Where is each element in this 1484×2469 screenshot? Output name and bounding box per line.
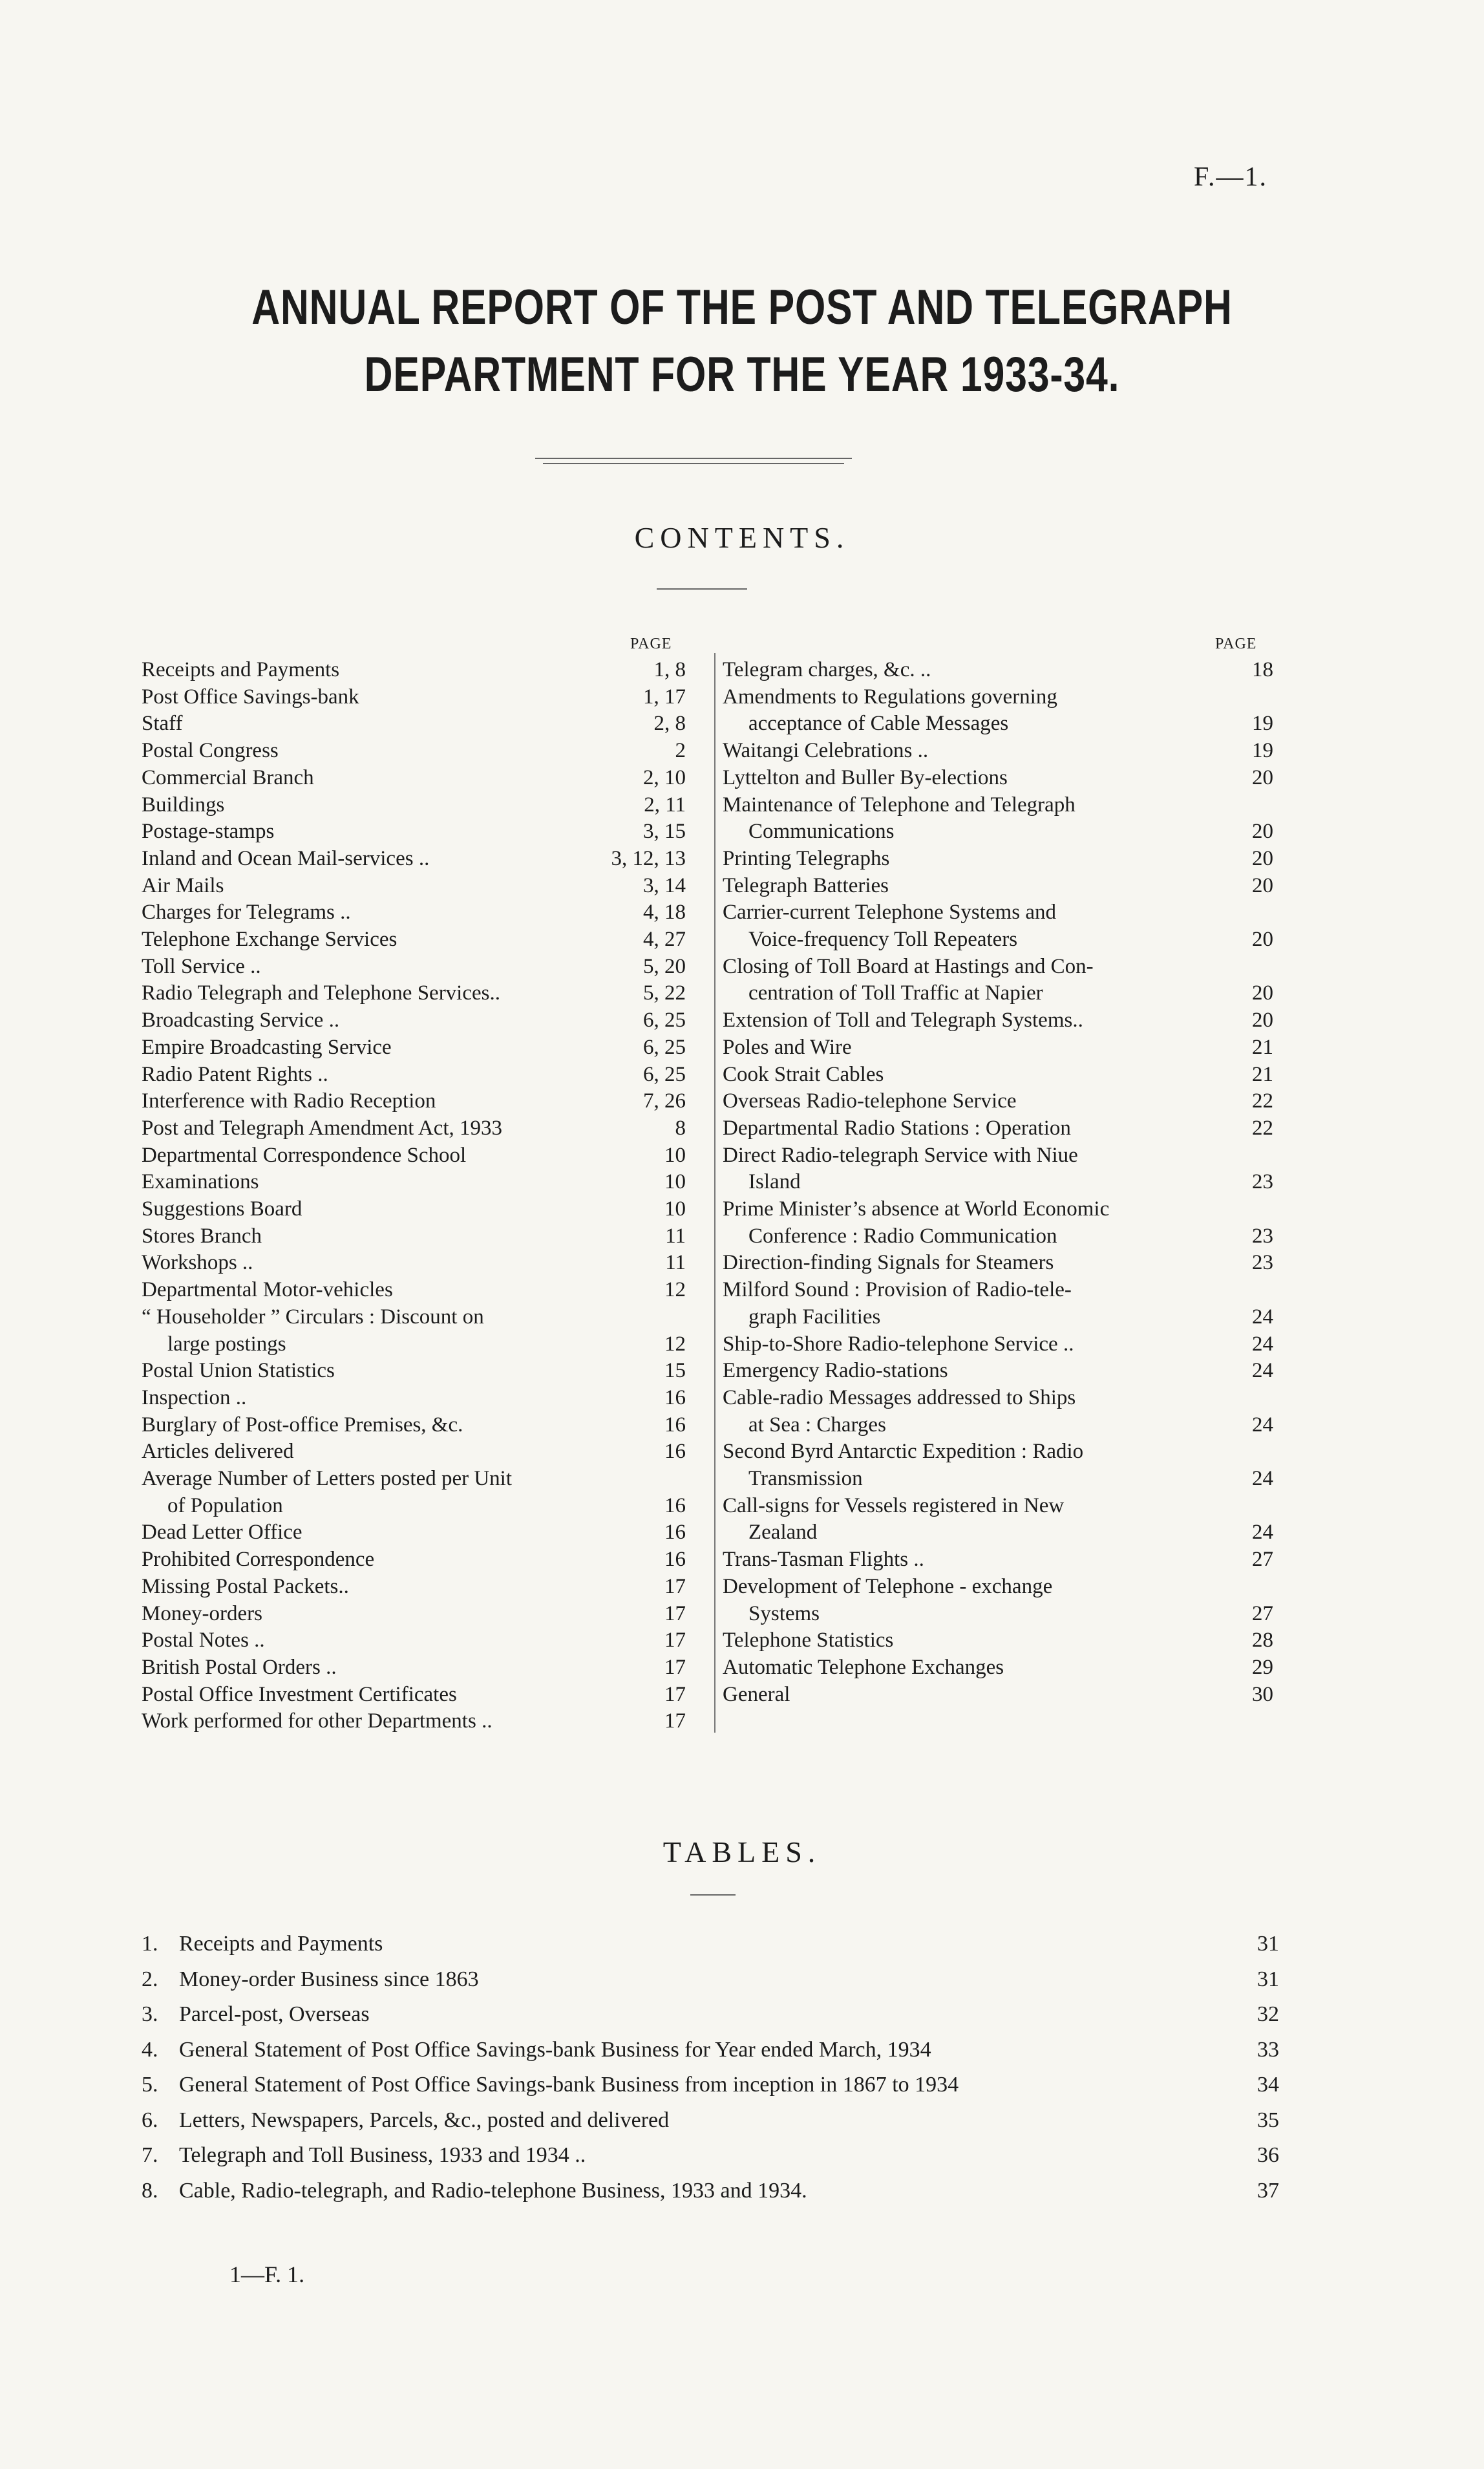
- contents-entry-page: 21: [1252, 1062, 1273, 1086]
- contents-entry: [723, 1168, 1273, 1195]
- contents-heading-rule: [657, 588, 747, 590]
- contents-entry-label: Staff: [142, 712, 183, 736]
- contents-entry: [723, 791, 1273, 818]
- report-title-line-1: ANNUAL REPORT OF THE POST AND TELEGRAPH: [251, 280, 1233, 335]
- contents-entry-label: Maintenance of Telephone and Telegraph: [723, 793, 1076, 817]
- contents-entry-page: 8: [675, 1116, 686, 1140]
- contents-entry-page: 10: [664, 1143, 686, 1167]
- contents-entry-label: at Sea : Charges: [748, 1413, 886, 1437]
- contents-entry-label: Inspection ..: [142, 1385, 247, 1409]
- contents-entry: [723, 1492, 1273, 1519]
- contents-entry-label: Departmental Motor-vehicles: [142, 1278, 393, 1302]
- contents-entry: [142, 1168, 686, 1195]
- contents-entry-label: Air Mails: [142, 873, 224, 897]
- contents-entry: [142, 1249, 686, 1276]
- left-page-column-label: PAGE: [630, 636, 672, 652]
- table-title: Cable, Radio-telegraph, and Radio-telephone Business, 1933 and 1934.: [179, 2178, 807, 2203]
- contents-entry: [142, 1492, 686, 1519]
- table-list-item: [142, 1927, 1279, 1961]
- contents-entry: [142, 710, 686, 737]
- contents-entry: [142, 1357, 686, 1384]
- contents-entry-label: Communications: [748, 820, 895, 844]
- contents-entry-label: Interference with Radio Reception: [142, 1089, 436, 1113]
- contents-entry: [723, 979, 1273, 1007]
- table-list-item: [142, 2068, 1279, 2102]
- contents-entry-page: 20: [1252, 981, 1273, 1005]
- contents-entry-page: 28: [1252, 1629, 1273, 1652]
- table-title: Telegraph and Toll Business, 1933 and 1934 ..: [179, 2143, 586, 2167]
- contents-left-column: [142, 656, 686, 1742]
- contents-entry: [723, 926, 1273, 953]
- contents-entry: [142, 926, 686, 953]
- contents-entry-page: 16: [664, 1548, 686, 1572]
- contents-entry: [142, 1142, 686, 1169]
- contents-entry-label: Development of Telephone - exchange: [723, 1574, 1053, 1598]
- contents-entry: [142, 683, 686, 711]
- contents-entry-label: Radio Telegraph and Telephone Services..: [142, 981, 500, 1005]
- contents-entry-label: Burglary of Post-office Premises, &c.: [142, 1413, 463, 1437]
- table-title: Receipts and Payments: [179, 1932, 383, 1956]
- contents-entry: [142, 1411, 686, 1438]
- contents-entry-label: Post Office Savings-bank: [142, 685, 359, 709]
- table-title: Money-order Business since 1863: [179, 1967, 479, 1991]
- contents-entry-label: Lyttelton and Buller By-elections: [723, 765, 1008, 789]
- contents-entry-label: Workshops ..: [142, 1251, 253, 1275]
- contents-entry: [723, 1331, 1273, 1358]
- contents-entry-label: Missing Postal Packets..: [142, 1574, 349, 1598]
- table-page: 35: [1257, 2108, 1279, 2132]
- table-number: 1.: [142, 1932, 158, 1956]
- contents-entry-label: Dead Letter Office: [142, 1521, 302, 1544]
- table-page: 36: [1257, 2143, 1279, 2167]
- page-footer-signature: 1—F. 1.: [229, 2261, 305, 2287]
- contents-entry-label: Work performed for other Departments ..: [142, 1709, 493, 1733]
- contents-entry-page: 27: [1252, 1601, 1273, 1625]
- table-list-item: [142, 2138, 1279, 2173]
- table-page: 34: [1257, 2073, 1279, 2097]
- contents-entry-label: Telephone Statistics: [723, 1629, 894, 1652]
- contents-entry: [142, 818, 686, 845]
- contents-entry-label: British Postal Orders ..: [142, 1655, 337, 1679]
- contents-entry-label: Telegram charges, &c. ..: [723, 658, 931, 681]
- contents-entry-page: 2, 10: [643, 765, 686, 789]
- contents-entry-page: 19: [1252, 739, 1273, 763]
- contents-entry: [142, 737, 686, 764]
- contents-entry-page: 4, 18: [643, 901, 686, 925]
- contents-entry: [142, 1546, 686, 1573]
- table-list-item: [142, 2103, 1279, 2138]
- contents-entry: [723, 764, 1273, 791]
- contents-entry: [142, 1519, 686, 1546]
- contents-entry: [723, 1438, 1273, 1465]
- title-divider-rule: [535, 458, 852, 459]
- contents-entry-page: 22: [1252, 1116, 1273, 1140]
- contents-entry: [723, 1223, 1273, 1250]
- table-title: Parcel-post, Overseas: [179, 2002, 370, 2026]
- contents-entry: [142, 764, 686, 791]
- tables-heading: TABLES.: [662, 1835, 822, 1868]
- title-divider-rule: [543, 463, 844, 464]
- contents-entry-page: 2, 8: [653, 712, 686, 736]
- contents-entry-label: Telegraph Batteries: [723, 873, 889, 897]
- contents-entry-page: 17: [664, 1709, 686, 1733]
- contents-entry-label: Second Byrd Antarctic Expedition : Radio: [723, 1440, 1084, 1464]
- contents-entry: [723, 1142, 1273, 1169]
- contents-entry: [723, 818, 1273, 845]
- contents-entry: [723, 1007, 1273, 1034]
- contents-entry-page: 6, 25: [643, 1009, 686, 1032]
- contents-entry-label: “ Householder ” Circulars : Discount on: [142, 1305, 484, 1329]
- contents-entry: [142, 1276, 686, 1303]
- contents-entry: [723, 1034, 1273, 1061]
- contents-entry-page: 24: [1252, 1359, 1273, 1383]
- table-number: 2.: [142, 1967, 158, 1991]
- contents-entry: [142, 845, 686, 872]
- contents-entry-page: 24: [1252, 1305, 1273, 1329]
- contents-entry-page: 16: [664, 1385, 686, 1409]
- contents-entry: [723, 1519, 1273, 1546]
- table-number: 7.: [142, 2143, 158, 2167]
- table-number: 8.: [142, 2178, 158, 2203]
- contents-entry-page: 6, 25: [643, 1062, 686, 1086]
- contents-entry: [142, 1465, 686, 1492]
- contents-entry-label: Prime Minister’s absence at World Economic: [723, 1197, 1110, 1221]
- contents-entry: [723, 1681, 1273, 1708]
- contents-entry: [142, 1438, 686, 1465]
- contents-entry-page: 2: [675, 739, 686, 763]
- contents-entry-label: Examinations: [142, 1170, 259, 1194]
- table-page: 33: [1257, 2037, 1279, 2062]
- contents-entry-label: Postal Union Statistics: [142, 1359, 335, 1383]
- right-page-column-label: PAGE: [1215, 636, 1257, 652]
- contents-entry-label: Broadcasting Service ..: [142, 1009, 340, 1032]
- table-title: General Statement of Post Office Savings-bank Business for Year ended March, 1934: [179, 2037, 931, 2062]
- contents-entry: [142, 953, 686, 980]
- contents-entry-page: 16: [664, 1413, 686, 1437]
- contents-entry-page: 20: [1252, 765, 1273, 789]
- contents-entry-page: 2, 11: [644, 793, 686, 817]
- contents-entry: [142, 1034, 686, 1061]
- contents-entry: [723, 1115, 1273, 1142]
- contents-entry-page: 24: [1252, 1467, 1273, 1490]
- contents-entry-label: Extension of Toll and Telegraph Systems..: [723, 1009, 1083, 1032]
- table-number: 6.: [142, 2108, 158, 2132]
- contents-entry: [142, 1061, 686, 1088]
- table-list-item: [142, 2033, 1279, 2068]
- contents-entry: [723, 1195, 1273, 1223]
- contents-entry-page: 3, 14: [643, 873, 686, 897]
- contents-entry: [723, 1061, 1273, 1088]
- contents-entry-label: Empire Broadcasting Service: [142, 1035, 392, 1059]
- contents-entry-label: Cook Strait Cables: [723, 1062, 884, 1086]
- contents-entry-label: Commercial Branch: [142, 765, 314, 789]
- contents-entry-label: Suggestions Board: [142, 1197, 302, 1221]
- contents-entry-label: Overseas Radio-telephone Service: [723, 1089, 1017, 1113]
- table-number: 5.: [142, 2073, 158, 2097]
- contents-entry-label: Systems: [748, 1601, 820, 1625]
- contents-entry-page: 20: [1252, 873, 1273, 897]
- contents-entry-page: 10: [664, 1197, 686, 1221]
- contents-entry-page: 23: [1252, 1251, 1273, 1275]
- contents-entry: [142, 1331, 686, 1358]
- table-list-item: [142, 2174, 1279, 2208]
- table-page: 31: [1257, 1967, 1279, 1991]
- contents-entry-label: Voice-frequency Toll Repeaters: [748, 928, 1018, 951]
- contents-entry-page: 23: [1252, 1170, 1273, 1194]
- contents-entry-page: 10: [664, 1170, 686, 1194]
- contents-entry: [723, 656, 1273, 683]
- contents-entry: [723, 1276, 1273, 1303]
- contents-entry-label: Trans-Tasman Flights ..: [723, 1548, 924, 1572]
- contents-entry: [142, 1627, 686, 1654]
- contents-entry: [723, 737, 1273, 764]
- contents-entry-label: Milford Sound : Provision of Radio-tele-: [723, 1278, 1072, 1302]
- contents-entry-page: 4, 27: [643, 928, 686, 951]
- contents-entry-page: 16: [664, 1440, 686, 1464]
- contents-entry-label: General: [723, 1682, 790, 1706]
- contents-entry-label: Money-orders: [142, 1601, 262, 1625]
- contents-entry-label: Transmission: [748, 1467, 863, 1490]
- table-number: 4.: [142, 2037, 158, 2062]
- contents-entry-page: 6, 25: [643, 1035, 686, 1059]
- contents-entry: [142, 1303, 686, 1331]
- contents-entry-label: Printing Telegraphs: [723, 846, 890, 870]
- contents-entry-page: 1, 17: [643, 685, 686, 709]
- column-divider: [714, 653, 716, 1733]
- contents-entry-page: 15: [664, 1359, 686, 1383]
- contents-entry-page: 24: [1252, 1521, 1273, 1544]
- contents-entry: [142, 791, 686, 818]
- contents-entry: [723, 1465, 1273, 1492]
- contents-entry: [142, 1087, 686, 1115]
- contents-entry-page: 23: [1252, 1224, 1273, 1248]
- contents-entry-label: Charges for Telegrams ..: [142, 901, 351, 925]
- contents-entry: [723, 1249, 1273, 1276]
- contents-entry: [723, 1357, 1273, 1384]
- contents-entry-label: Emergency Radio-stations: [723, 1359, 948, 1383]
- contents-entry-page: 11: [665, 1251, 686, 1275]
- contents-entry-page: 18: [1252, 658, 1273, 681]
- document-reference: F.—1.: [1194, 162, 1267, 192]
- contents-entry: [723, 1627, 1273, 1654]
- contents-entry-page: 16: [664, 1493, 686, 1517]
- contents-entry-page: 20: [1252, 820, 1273, 844]
- contents-entry-page: 17: [664, 1655, 686, 1679]
- contents-entry-page: 17: [664, 1601, 686, 1625]
- contents-entry-label: Ship-to-Shore Radio-telephone Service ..: [723, 1332, 1074, 1356]
- contents-entry-label: Departmental Radio Stations : Operation: [723, 1116, 1071, 1140]
- tables-heading-rule: [690, 1894, 736, 1896]
- contents-right-column: [723, 656, 1273, 1742]
- contents-entry-label: Closing of Toll Board at Hastings and Con-: [723, 954, 1094, 978]
- contents-entry-label: Poles and Wire: [723, 1035, 852, 1059]
- contents-entry-label: Conference : Radio Communication: [748, 1224, 1057, 1248]
- report-title-line-2: DEPARTMENT FOR THE YEAR 1933-34.: [364, 347, 1120, 402]
- contents-entry: [723, 710, 1273, 737]
- contents-heading: CONTENTS.: [634, 521, 850, 554]
- contents-entry: [142, 656, 686, 683]
- contents-entry-label: Telephone Exchange Services: [142, 928, 398, 951]
- contents-entry-label: Waitangi Celebrations ..: [723, 739, 929, 763]
- contents-entry-label: Radio Patent Rights ..: [142, 1062, 328, 1086]
- contents-entry: [723, 953, 1273, 980]
- contents-entry-label: Call-signs for Vessels registered in New: [723, 1493, 1065, 1517]
- contents-entry-label: Postal Office Investment Certificates: [142, 1682, 457, 1706]
- contents-entry: [723, 899, 1273, 926]
- contents-entry-page: 21: [1252, 1035, 1273, 1059]
- contents-entry: [723, 1411, 1273, 1438]
- contents-entry: [142, 1573, 686, 1600]
- contents-entry-page: 24: [1252, 1332, 1273, 1356]
- contents-entry: [142, 979, 686, 1007]
- contents-entry: [723, 1573, 1273, 1600]
- contents-entry-label: Postal Notes ..: [142, 1629, 265, 1652]
- table-list-item: [142, 1962, 1279, 1997]
- contents-entry-label: Toll Service ..: [142, 954, 261, 978]
- contents-entry: [723, 872, 1273, 899]
- contents-entry: [142, 1681, 686, 1708]
- contents-entry-page: 20: [1252, 1009, 1273, 1032]
- contents-entry: [723, 1087, 1273, 1115]
- contents-entry-label: Postage-stamps: [142, 820, 275, 844]
- contents-entry-label: graph Facilities: [748, 1305, 881, 1329]
- contents-entry-page: 30: [1252, 1682, 1273, 1706]
- contents-entry-label: acceptance of Cable Messages: [748, 712, 1009, 736]
- contents-entry-label: Inland and Ocean Mail-services ..: [142, 846, 430, 870]
- contents-entry: [142, 1654, 686, 1681]
- contents-entry-page: 29: [1252, 1655, 1273, 1679]
- contents-entry-label: of Population: [167, 1493, 283, 1517]
- contents-entry-label: Articles delivered: [142, 1440, 294, 1464]
- contents-entry-label: centration of Toll Traffic at Napier: [748, 981, 1043, 1005]
- contents-entry-label: Cable-radio Messages addressed to Ships: [723, 1385, 1076, 1409]
- contents-entry-label: Amendments to Regulations governing: [723, 685, 1057, 709]
- contents-entry-label: large postings: [167, 1332, 286, 1356]
- contents-entry-label: Stores Branch: [142, 1224, 262, 1248]
- contents-entry-label: Receipts and Payments: [142, 658, 340, 681]
- contents-entry: [723, 1384, 1273, 1411]
- contents-entry: [723, 1600, 1273, 1627]
- contents-entry-label: Carrier-current Telephone Systems and: [723, 901, 1056, 925]
- contents-entry-page: 5, 22: [643, 981, 686, 1005]
- contents-entry-page: 7, 26: [643, 1089, 686, 1113]
- contents-entry-page: 20: [1252, 846, 1273, 870]
- contents-entry-label: Zealand: [748, 1521, 818, 1544]
- contents-entry-page: 11: [665, 1224, 686, 1248]
- contents-entry: [142, 1384, 686, 1411]
- contents-entry-page: 20: [1252, 928, 1273, 951]
- contents-entry-page: 17: [664, 1682, 686, 1706]
- table-title: Letters, Newspapers, Parcels, &c., posted and delivered: [179, 2108, 670, 2132]
- table-title: General Statement of Post Office Savings-bank Business from inception in 1867 to 1934: [179, 2073, 959, 2097]
- contents-entry-page: 3, 12, 13: [611, 846, 686, 870]
- contents-entry: [142, 1223, 686, 1250]
- contents-entry-page: 3, 15: [643, 820, 686, 844]
- contents-entry-label: Automatic Telephone Exchanges: [723, 1655, 1004, 1679]
- contents-entry-page: 12: [664, 1332, 686, 1356]
- contents-entry-label: Average Number of Letters posted per Unit: [142, 1467, 513, 1490]
- contents-entry: [723, 845, 1273, 872]
- contents-entry: [142, 872, 686, 899]
- contents-entry: [723, 1654, 1273, 1681]
- contents-entry: [723, 1303, 1273, 1331]
- contents-entry-page: 12: [664, 1278, 686, 1302]
- contents-entry-label: Direct Radio-telegraph Service with Niue: [723, 1143, 1078, 1167]
- contents-entry-label: Postal Congress: [142, 739, 279, 763]
- contents-entry-page: 24: [1252, 1413, 1273, 1437]
- contents-entry: [142, 1115, 686, 1142]
- contents-entry: [723, 1546, 1273, 1573]
- contents-entry: [142, 1707, 686, 1735]
- table-page: 32: [1257, 2002, 1279, 2026]
- contents-entry: [142, 899, 686, 926]
- contents-entry-label: Prohibited Correspondence: [142, 1548, 375, 1572]
- contents-entry-page: 19: [1252, 712, 1273, 736]
- contents-entry-label: Buildings: [142, 793, 225, 817]
- contents-entry-page: 17: [664, 1574, 686, 1598]
- table-page: 31: [1257, 1932, 1279, 1956]
- table-page: 37: [1257, 2178, 1279, 2203]
- tables-list: [142, 1927, 1279, 2211]
- contents-entry-page: 5, 20: [643, 954, 686, 978]
- table-list-item: [142, 1997, 1279, 2032]
- contents-entry: [142, 1195, 686, 1223]
- contents-entry-label: Post and Telegraph Amendment Act, 1933: [142, 1116, 503, 1140]
- contents-entry-page: 27: [1252, 1548, 1273, 1572]
- contents-entry-label: Island: [748, 1170, 801, 1194]
- contents-entry-label: Direction-finding Signals for Steamers: [723, 1251, 1054, 1275]
- contents-entry-page: 1, 8: [653, 658, 686, 681]
- contents-entry-page: 16: [664, 1521, 686, 1544]
- table-number: 3.: [142, 2002, 158, 2026]
- contents-entry: [142, 1600, 686, 1627]
- contents-entry: [723, 683, 1273, 711]
- contents-entry-page: 17: [664, 1629, 686, 1652]
- contents-entry-label: Departmental Correspondence School: [142, 1143, 467, 1167]
- contents-entry-page: 22: [1252, 1089, 1273, 1113]
- contents-entry: [142, 1007, 686, 1034]
